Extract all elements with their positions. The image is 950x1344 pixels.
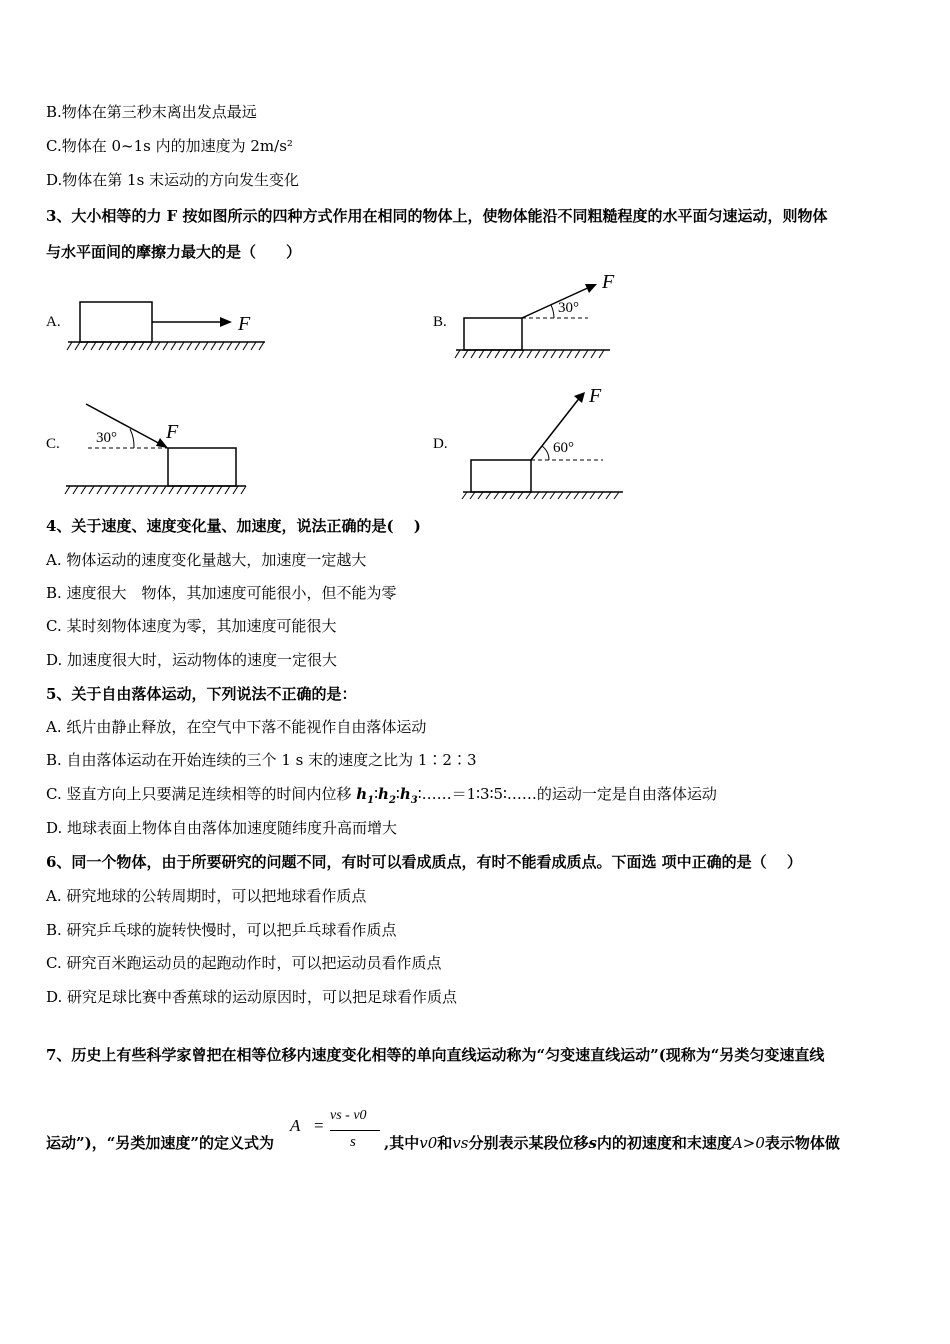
formula-eq: = [314,1116,324,1135]
fig-d-angle-label: 60° [553,440,574,456]
q7-s: s [588,1134,597,1152]
fig-b-label: B. [433,314,447,330]
q4-stem: 4、关于速度、速度变化量、加速度，说法正确的是( ) [46,517,421,535]
fraction-bar [330,1130,380,1131]
fig-b-angle-label: 30° [558,300,579,316]
figure-a [60,290,270,360]
q7-mid2: 和 [437,1134,453,1152]
formula-denominator: s [350,1134,356,1150]
fig-c-angle-label: 30° [96,430,117,446]
q7-line2-prefix: 运动”)，“另类加速度”的定义式为 [46,1134,274,1152]
q5-option-c [46,784,717,811]
q5-option-b: B. 自由落体运动在开始连续的三个 1 s 末的速度之比为 1∶2∶3 [46,751,477,769]
figure-b [450,270,620,360]
q6-stem: 6、同一个物体，由于所要研究的问题不同，有时可以看成质点，有时不能看成质点。下面选 项中正确的是（ ） [46,853,802,871]
q6-option-c: C. 研究百米跑运动员的起跑动作时，可以把运动员看作质点 [46,954,442,972]
q7-v0: v0 [419,1134,438,1152]
q5-sep2: ∶ [395,785,400,803]
q2-option-d: D.物体在第 1s 末运动的方向发生变化 [46,171,300,189]
q7-formula [290,1106,385,1156]
q2-option-c: C.物体在 0~1s 内的加速度为 2m/s² [46,137,293,155]
q7-line2-rest [384,1133,840,1153]
q5-h2: $h_2$ [378,785,396,806]
figure-d [455,380,635,500]
q7-a-gt: A>0 [731,1134,765,1152]
fig-a-label: A. [46,314,61,330]
q5-c-prefix: C. 竖直方向上只要满足连续相等的时间内位移 [46,785,357,803]
q5-option-a: A. 纸片由静止释放，在空气中下落不能视作自由落体运动 [46,718,427,736]
q2-option-b: B.物体在第三秒末离出发点最远 [46,103,257,121]
formula-lhs: A [290,1116,301,1135]
q6-option-a: A. 研究地球的公转周期时，可以把地球看作质点 [46,887,367,905]
fig-c-force-label: F [166,421,179,443]
q4-option-b: B. 速度很大 物体，其加速度可能很小，但不能为零 [46,584,397,602]
q4-option-a: A. 物体运动的速度变化量越大，加速度一定越大 [46,551,367,569]
q6-option-d: D. 研究足球比赛中香蕉球的运动原因时，可以把足球看作质点 [46,988,458,1006]
fig-b-force-label: F [602,271,615,293]
q7-suffix: 表示物体做 [764,1134,840,1152]
fig-c-label: C. [46,436,60,452]
q5-h3: $h_3$ [399,785,418,806]
q5-option-d: D. 地球表面上物体自由落体加速度随纬度升高而增大 [46,819,398,837]
q7-mid3: 分别表示某段位移 [468,1134,589,1152]
q5-sep1: ∶ [374,785,379,803]
fig-a-force-label: F [238,313,251,335]
fig-d-force-label: F [589,385,602,407]
q3-stem-line1: 3、大小相等的力 F 按如图所示的四种方式作用在相同的物体上，使物体能沿不同粗糙程度的水平面匀速运动，则物体 [46,207,828,225]
q7-mid4: 内的初速度和末速度 [596,1134,732,1152]
figure-c [60,398,260,498]
q4-option-d: D. 加速度很大时，运动物体的速度一定很大 [46,651,338,669]
q5-stem: 5、关于自由落体运动，下列说法不正确的是： [46,685,357,703]
formula-numerator: vs - v0 [330,1108,367,1123]
q3-stem-line2: 与水平面间的摩擦力最大的是（ ） [46,243,302,261]
q5-h1: $h_1$ [356,785,375,806]
q4-option-c: C. 某时刻物体速度为零，其加速度可能很大 [46,617,337,635]
q7-vs: vs [452,1134,469,1152]
q6-option-b: B. 研究乒乓球的旋转快慢时，可以把乒乓球看作质点 [46,921,397,939]
q5-c-suffix: ∶……＝1∶3∶5∶……的运动一定是自由落体运动 [417,785,717,803]
fig-d-label: D. [433,436,448,452]
q7-stem-line1: 7、历史上有些科学家曾把在相等位移内速度变化相等的单向直线运动称为“匀变速直线运动”(现称为“另类匀变速直线 [46,1046,825,1064]
q7-mid1: ,其中 [384,1134,420,1152]
